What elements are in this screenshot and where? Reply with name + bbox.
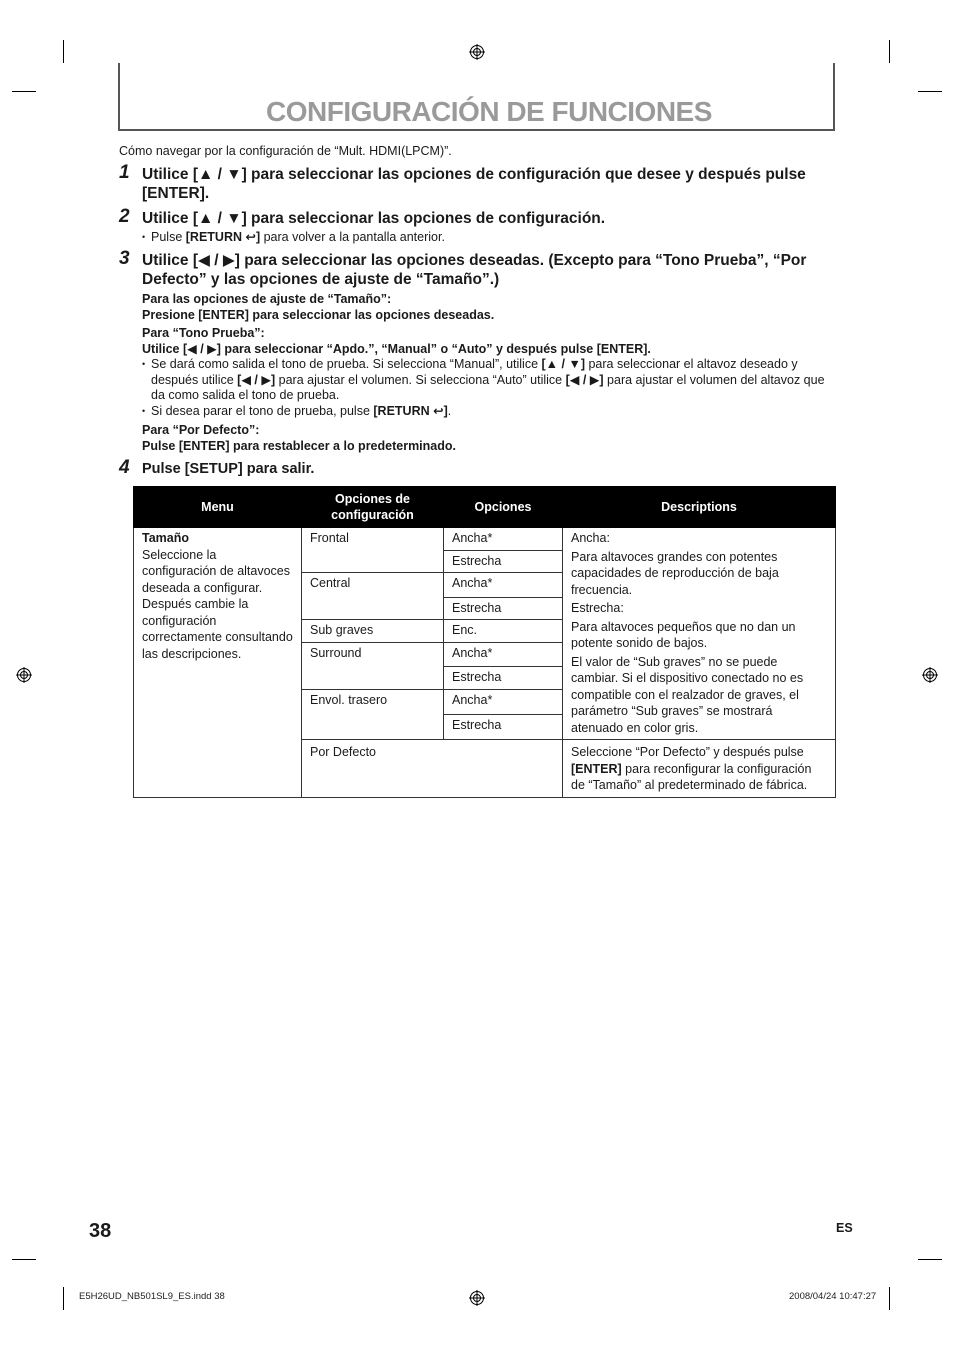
option-cell: Ancha* <box>444 642 563 667</box>
crop-mark <box>889 40 890 63</box>
registration-mark-icon <box>469 44 485 60</box>
settings-table <box>133 486 836 798</box>
option-cell: Estrecha <box>444 714 563 740</box>
crop-mark <box>63 40 64 63</box>
step-number: 3 <box>119 248 130 269</box>
intro-text: Cómo navegar por la configuración de “Mult. HDMI(LPCM)”. <box>119 144 452 158</box>
menu-title: Tamaño <box>142 531 189 545</box>
option-cell: Estrecha <box>444 597 563 620</box>
step-text: Utilice [◀ / ▶] para seleccionar las opciones deseadas. (Excepto para “Tono Prueba”, “Por Defecto” y las opciones de ajuste de “Tamaño”.) <box>142 252 807 288</box>
crop-mark <box>918 91 942 92</box>
step-text: Utilice [▲ / ▼] para seleccionar las opciones de configuración que desee y después pulse [ENTER]. <box>142 166 806 202</box>
page-title: CONFIGURACIÓN DE FUNCIONES <box>266 96 712 127</box>
step-number: 4 <box>119 457 130 478</box>
menu-cell <box>134 528 302 798</box>
crop-mark <box>889 1287 890 1310</box>
description-note: El valor de “Sub graves” no se puede cambiar. Si el dispositivo conectado no es compatible con el realzador de graves, el parámetro “Sub graves” se mostrará atenuado en color gris. <box>571 654 804 735</box>
crop-mark <box>918 1259 942 1260</box>
detail-heading: Para las opciones de ajuste de “Tamaño”: <box>142 292 392 306</box>
column-header: Opciones de configuración <box>302 487 444 528</box>
detail-text: Pulse [ENTER] para restablecer a lo predeterminado. <box>142 439 456 453</box>
option-cell: Ancha* <box>444 573 563 598</box>
description-text: Para altavoces pequeños que no dan un potente sonido de bajos. <box>571 619 796 650</box>
footer-file: E5H26UD_NB501SL9_ES.indd 38 <box>79 1291 225 1302</box>
detail-bullet: • Si desea parar el tono de prueba, pulse [RETURN ↩]. <box>142 404 832 420</box>
table-header-row <box>134 487 836 528</box>
crop-mark <box>12 1259 36 1260</box>
description-label: Ancha: <box>571 531 610 545</box>
description-text: Para altavoces grandes con potentes capacidades de reproducción de baja frecuencia. <box>571 549 779 597</box>
crop-mark <box>63 1287 64 1310</box>
setting-cell: Central <box>302 573 444 620</box>
crop-mark <box>12 91 36 92</box>
detail-text: Utilice [◀ / ▶] para seleccionar “Apdo.”, “Manual” o “Auto” y después pulse [ENTER]. <box>142 342 651 356</box>
setting-cell: Sub graves <box>302 620 444 643</box>
title-frame <box>833 63 835 131</box>
step-note: • Pulse [RETURN ↩] para volver a la pantalla anterior. <box>142 230 832 246</box>
column-header: Descriptions <box>563 487 836 528</box>
page-number: 38 <box>89 1220 112 1242</box>
registration-mark-icon <box>469 1290 485 1306</box>
option-cell: Ancha* <box>444 689 563 714</box>
registration-mark-icon <box>922 667 938 683</box>
setting-cell: Frontal <box>302 528 444 573</box>
setting-cell: Por Defecto <box>302 740 563 798</box>
table-row <box>134 528 836 551</box>
setting-cell: Surround <box>302 642 444 689</box>
setting-cell: Envol. trasero <box>302 689 444 739</box>
language-tag: ES <box>836 1221 853 1235</box>
detail-heading: Para “Por Defecto”: <box>142 423 260 437</box>
detail-bullet: • Se dará como salida el tono de prueba. Si selecciona “Manual”, utilice [▲ / ▼] para seleccionar el altavoz deseado y después utilice [◀ / ▶] para ajustar el volumen. Si selecciona “Auto” utilice [◀ / ▶] para ajustar el volumen del altavoz que da como salida el tono de prueba. <box>142 357 832 404</box>
option-cell: Estrecha <box>444 667 563 690</box>
option-cell: Estrecha <box>444 550 563 573</box>
description-label: Estrecha: <box>571 601 624 615</box>
description-cell <box>563 528 836 740</box>
option-cell: Enc. <box>444 620 563 643</box>
step-text: Utilice [▲ / ▼] para seleccionar las opciones de configuración. <box>142 210 606 227</box>
step-text: Pulse [SETUP] para salir. <box>142 461 315 477</box>
step-number: 2 <box>119 206 130 227</box>
footer-timestamp: 2008/04/24 10:47:27 <box>789 1291 877 1302</box>
column-header: Opciones <box>444 487 563 528</box>
column-header: Menu <box>134 487 302 528</box>
detail-heading: Para “Tono Prueba”: <box>142 326 265 340</box>
menu-description: Seleccione la configuración de altavoces deseada a configurar. Después cambie la configuración correctamente consultando las descripciones. <box>142 547 293 661</box>
title-frame <box>118 63 120 131</box>
detail-text: Presione [ENTER] para seleccionar las opciones deseadas. <box>142 308 495 322</box>
registration-mark-icon <box>16 667 32 683</box>
option-cell: Ancha* <box>444 528 563 551</box>
step-number: 1 <box>119 162 130 183</box>
description-cell: Seleccione “Por Defecto” y después pulse [ENTER] para reconfigurar la configuración de “Tamaño” al predeterminado de fábrica. <box>563 740 836 798</box>
